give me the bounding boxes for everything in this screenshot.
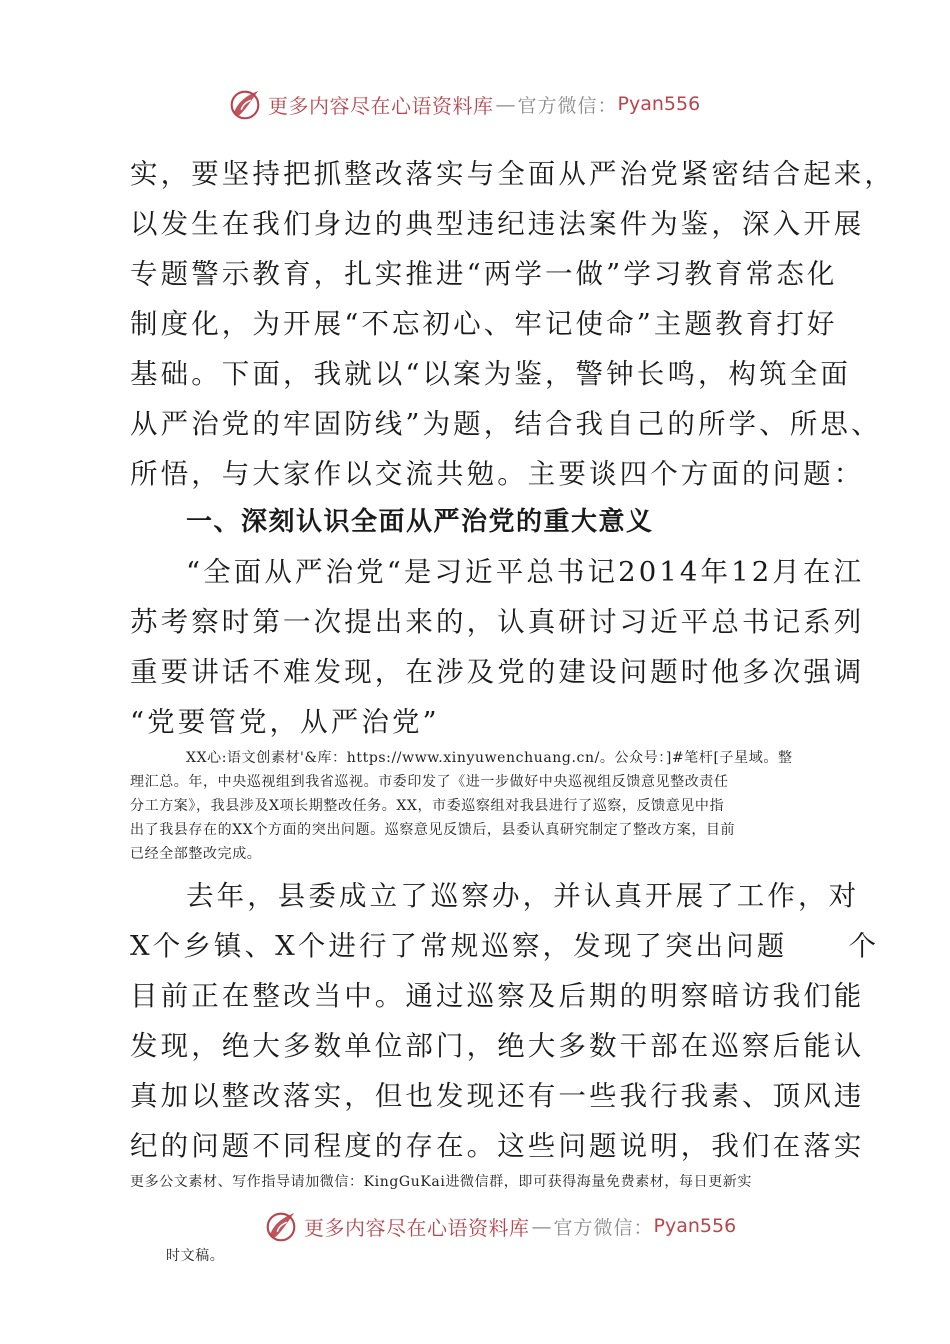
banner-sub-text: 官方微信： bbox=[517, 94, 618, 117]
note-line: 出了我县存在的XX个方面的突出问题。巡察意见反馈后，县委认真研究制定了整改方案，目前 bbox=[130, 822, 736, 838]
section-heading: 一、深刻认识全面从严治党的重大意义 bbox=[186, 507, 654, 537]
paragraph-line: 基础。下面，我就以“以案为鉴，警钟长鸣，构筑全面 bbox=[130, 358, 851, 390]
banner-main-text: 更多内容尽在心语资料库 bbox=[304, 1215, 530, 1240]
banner-wechat-id: Pyan556 bbox=[617, 93, 701, 115]
paragraph-line: 苏考察时第一次提出来的，认真研讨习近平总书记系列 bbox=[130, 606, 865, 638]
paragraph-line: X个乡镇、X个进行了常规巡察，发现了突出问题 个 bbox=[130, 930, 880, 962]
note-line: XX心:语文创素材'&库：https://www.xinyuwenchuang.cn/。公众号：]#笔杆[子星域。整 bbox=[186, 750, 793, 766]
paragraph-line: 目前正在整改当中。通过巡察及后期的明察暗访我们能 bbox=[130, 980, 865, 1012]
banner-dash: — bbox=[531, 1214, 552, 1238]
banner-sub-text: 官方微信： bbox=[553, 1216, 654, 1239]
paragraph-line: 去年，县委成立了巡察办，并认真开展了工作，对 bbox=[186, 880, 860, 912]
flame-swirl-icon bbox=[262, 1207, 300, 1245]
note-line: 分工方案》，我县涉及X项长期整改任务。XX，市委巡察组对我县进行了巡察，反馈意见中指 bbox=[130, 798, 725, 814]
paragraph-line: 从严治党的牢固防线”为题，结合我自己的所学、所思、 bbox=[130, 408, 882, 440]
paragraph-line: 所悟，与大家作以交流共勉。主要谈四个方面的问题： bbox=[130, 458, 865, 490]
flame-swirl-icon bbox=[226, 85, 264, 123]
paragraph-line: 实，要坚持把抓整改落实与全面从严治党紧密结合起来， bbox=[130, 158, 895, 190]
banner-wechat-id: Pyan556 bbox=[653, 1215, 737, 1237]
paragraph-line: 真加以整改落实，但也发现还有一些我行我素、顶风违 bbox=[130, 1080, 865, 1112]
note-line: 理汇总。年，中央巡视组到我省巡视。市委印发了《进一步做好中央巡视组反馈意见整改责任 bbox=[130, 774, 729, 790]
header-banner bbox=[0, 84, 950, 124]
paragraph-line: “党要管党，从严治党” bbox=[130, 706, 440, 738]
paragraph-line: 纪的问题不同程度的存在。这些问题说明，我们在落实 bbox=[130, 1130, 865, 1162]
paragraph-line: 发现，绝大多数单位部门，绝大多数干部在巡察后能认 bbox=[130, 1030, 865, 1062]
footer-note-line: 时文稿。 bbox=[166, 1248, 225, 1264]
note-line: 已经全部整改完成。 bbox=[130, 846, 262, 862]
footer-note-line: 更多公文素材、写作指导请加微信：KingGuKai进微信群，即可获得海量免费素材，每日更新实 bbox=[130, 1174, 752, 1190]
footer-banner bbox=[0, 1206, 950, 1246]
paragraph-line: 制度化，为开展“不忘初心、牢记使命”主题教育打好 bbox=[130, 308, 838, 340]
paragraph-line: 以发生在我们身边的典型违纪违法案件为鉴，深入开展 bbox=[130, 208, 865, 240]
paragraph-line: 重要讲话不难发现，在涉及党的建设问题时他多次强调 bbox=[130, 656, 865, 688]
paragraph-line: 专题警示教育，扎实推进“两学一做”学习教育常态化 bbox=[130, 258, 838, 290]
banner-dash: — bbox=[495, 92, 516, 116]
paragraph-line: “全面从严治党“是习近平总书记2014年12月在江 bbox=[186, 556, 865, 588]
banner-main-text: 更多内容尽在心语资料库 bbox=[268, 93, 494, 118]
